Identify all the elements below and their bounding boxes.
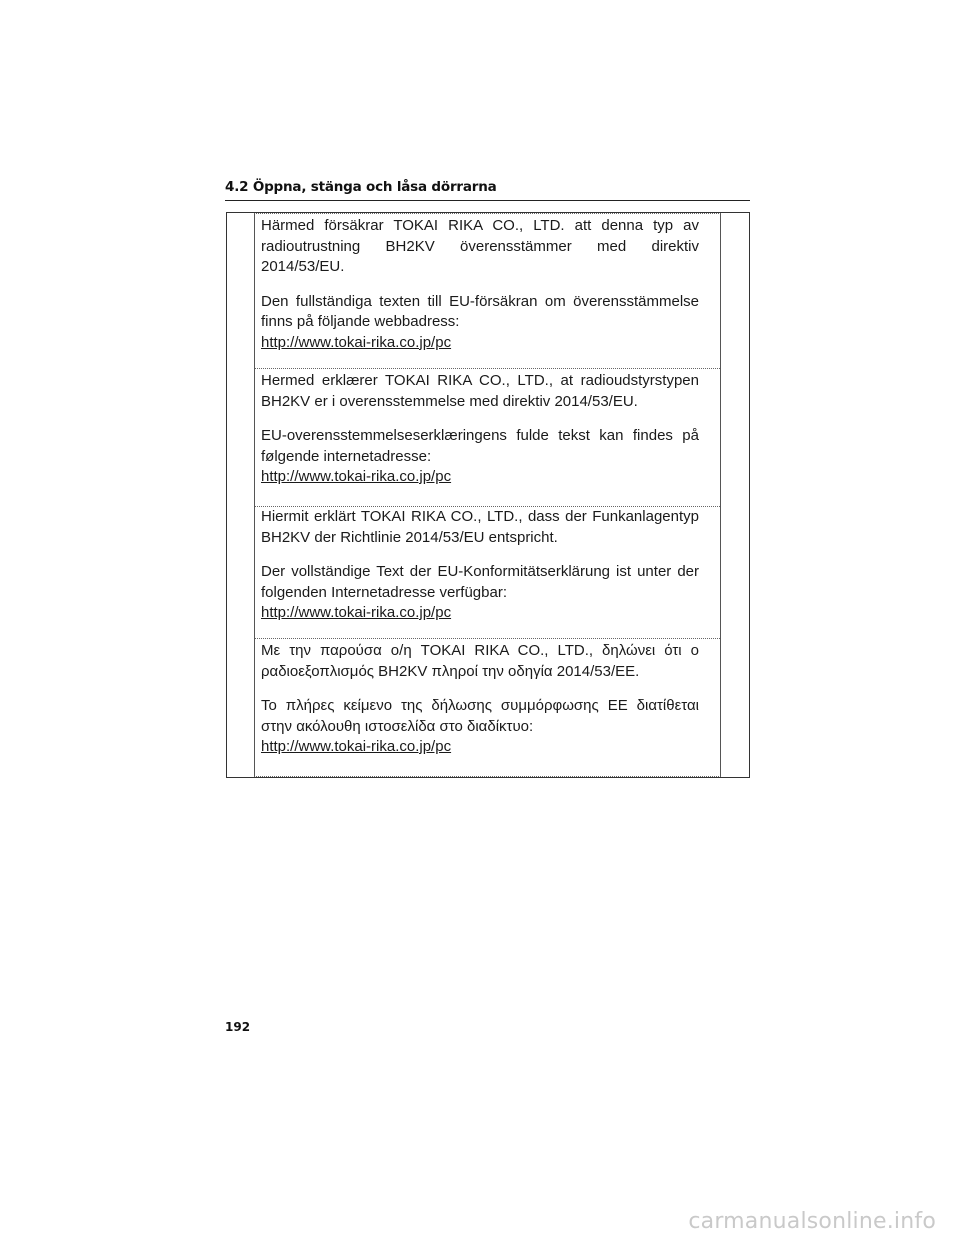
watermark: carmanualsonline.info [688, 1209, 936, 1234]
declaration-url-link[interactable]: http://www.tokai-rika.co.jp/pc [261, 604, 452, 621]
declaration-block-el [254, 641, 721, 758]
declaration-availability: Το πλήρες κείμενο της δήλωσης συμμόρφωσης ΕΕ διατίθεται στην ακόλουθη ιστοσελίδα στο διαδίκτυο: [261, 697, 699, 735]
declaration-statement: Με την παρούσα ο/η TOKAI RIKA CO., LTD., δηλώνει ότι ο ραδιοεξοπλισμός BH2KV πληροί την οδηγία 2014/53/ΕΕ. [261, 642, 699, 680]
declaration-url-link[interactable]: http://www.tokai-rika.co.jp/pc [261, 738, 452, 755]
declaration-url-link[interactable]: http://www.tokai-rika.co.jp/pc [261, 468, 452, 485]
declaration-availability: Den fullständiga texten till EU-försäkran om överensstämmelse finns på följande webbadress: [261, 292, 699, 330]
declaration-block-sv [254, 216, 721, 353]
declaration-statement: Hiermit erklärt TOKAI RIKA CO., LTD., dass der Funkanlagentyp BH2KV der Richtlinie 2014/53/EU entspricht. [261, 508, 699, 546]
section-title: 4.2 Öppna, stänga och låsa dörrarna [225, 178, 750, 201]
declaration-availability: EU-overensstemmelseserklæringens fulde tekst kan findes på følgende internetadresse: [261, 427, 699, 465]
block-divider [255, 368, 720, 369]
declaration-url-link[interactable]: http://www.tokai-rika.co.jp/pc [261, 333, 452, 351]
declaration-availability: Der vollständige Text der EU-Konformitätserklärung ist unter der folgenden Internetadresse verfügbar: [261, 563, 699, 601]
page-number: 192 [225, 1020, 251, 1034]
declaration-statement: Härmed försäkrar TOKAI RIKA CO., LTD. att denna typ av radioutrustning BH2KV överensstämmer med direktiv 2014/53/EU. [261, 217, 699, 275]
declaration-statement: Hermed erklærer TOKAI RIKA CO., LTD., at radioudstyrstypen BH2KV er i overensstemmelse med direktiv 2014/53/EU. [261, 372, 699, 410]
declaration-block-da [254, 371, 721, 488]
declaration-block-de [254, 507, 721, 624]
block-divider [255, 638, 720, 639]
